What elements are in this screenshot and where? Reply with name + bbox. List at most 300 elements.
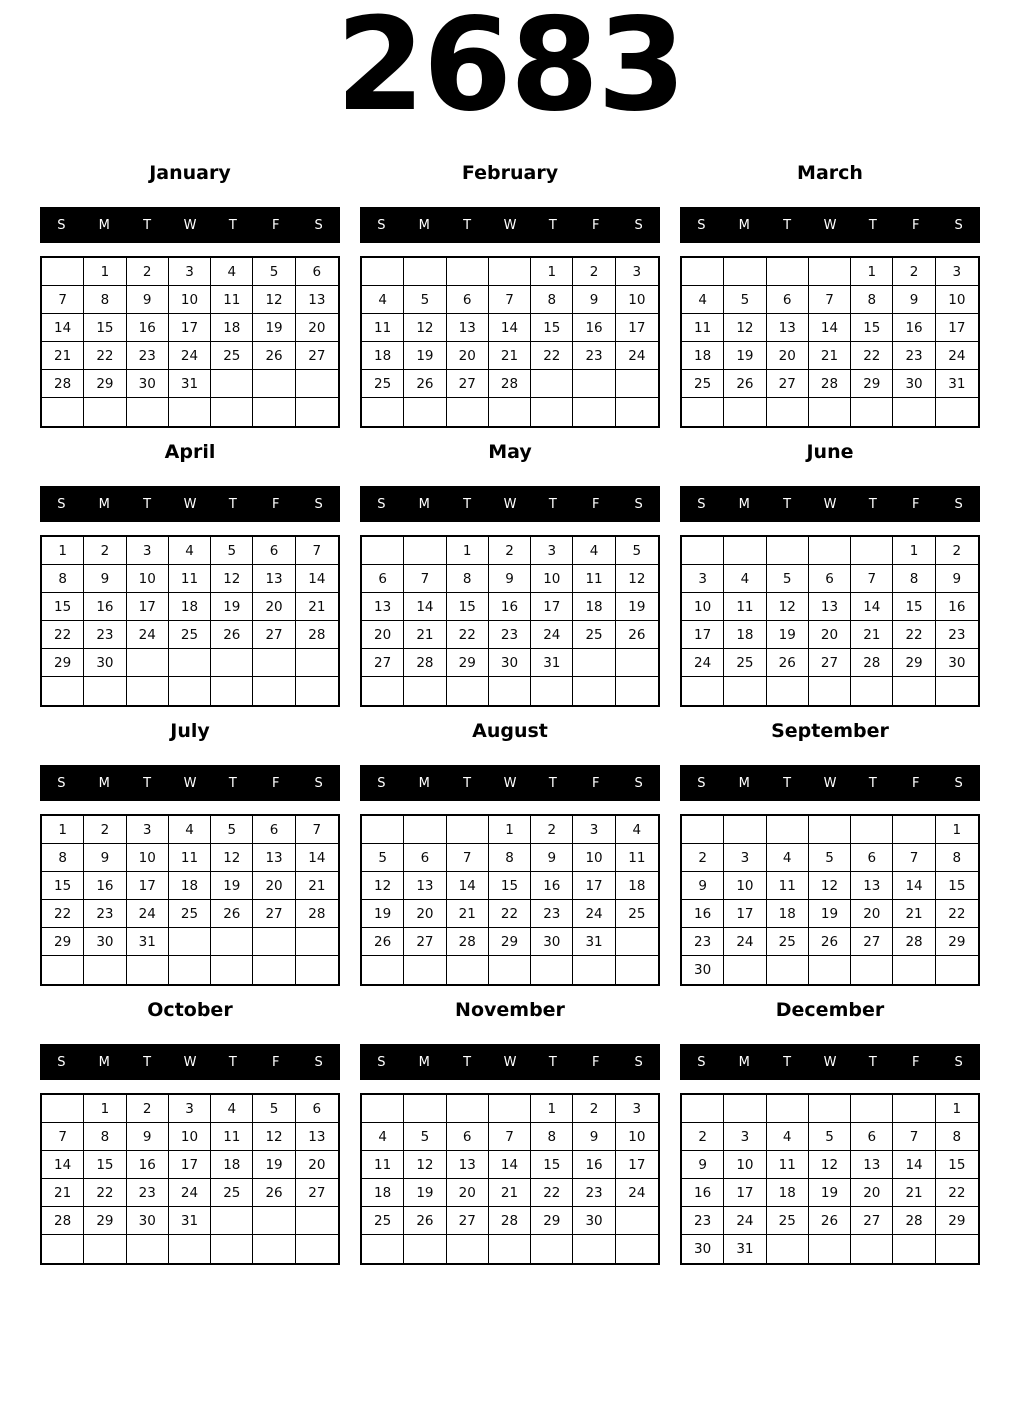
empty-cell: [573, 398, 615, 426]
day-cell: 2: [573, 258, 615, 286]
empty-cell: [211, 1235, 253, 1263]
weekday-header-bar: [40, 1044, 340, 1080]
month-name: August: [472, 720, 548, 742]
month-name: January: [149, 162, 231, 184]
day-cell: 23: [127, 1179, 169, 1207]
weekday-header-bar: [40, 765, 340, 801]
empty-cell: [447, 816, 489, 844]
day-cell: 28: [42, 1207, 84, 1235]
day-cell: 12: [767, 593, 809, 621]
empty-cell: [936, 1235, 978, 1263]
day-cell: 30: [682, 956, 724, 984]
empty-cell: [767, 956, 809, 984]
day-cell: 31: [127, 928, 169, 956]
empty-cell: [211, 1207, 253, 1235]
day-cell: 19: [767, 621, 809, 649]
day-cell: 11: [767, 872, 809, 900]
day-cell: 20: [253, 593, 295, 621]
weekday-letter: T: [548, 496, 557, 512]
day-cell: 23: [84, 621, 126, 649]
day-cell: 16: [84, 593, 126, 621]
weekday-letter: T: [228, 775, 237, 791]
day-cell: 27: [809, 649, 851, 677]
day-cell: 22: [531, 1179, 573, 1207]
day-cell: 20: [809, 621, 851, 649]
day-cell: 4: [169, 816, 211, 844]
day-cell: 2: [531, 816, 573, 844]
day-cell: 5: [362, 844, 404, 872]
weekday-letter: M: [98, 775, 110, 791]
day-cell: 17: [127, 593, 169, 621]
day-cell: 2: [84, 816, 126, 844]
weekday-letter: W: [183, 1054, 197, 1070]
empty-cell: [573, 1235, 615, 1263]
weekday-letter: W: [823, 496, 837, 512]
day-cell: 16: [682, 900, 724, 928]
day-cell: 6: [296, 258, 338, 286]
empty-cell: [362, 677, 404, 705]
day-cell: 14: [447, 872, 489, 900]
empty-cell: [893, 956, 935, 984]
day-cell: 21: [42, 1179, 84, 1207]
day-cell: 14: [404, 593, 446, 621]
day-cell: 16: [127, 1151, 169, 1179]
day-cell: 21: [893, 900, 935, 928]
date-grid: [40, 256, 340, 428]
empty-cell: [211, 649, 253, 677]
day-cell: 1: [42, 537, 84, 565]
weekday-letter: M: [98, 217, 110, 233]
empty-cell: [724, 537, 766, 565]
empty-cell: [936, 956, 978, 984]
empty-cell: [84, 956, 126, 984]
day-cell: 24: [169, 342, 211, 370]
empty-cell: [616, 398, 658, 426]
empty-cell: [893, 677, 935, 705]
empty-cell: [84, 1235, 126, 1263]
month-name: June: [806, 441, 854, 463]
weekday-letter: W: [503, 496, 517, 512]
day-cell: 1: [531, 1095, 573, 1123]
day-cell: 24: [724, 928, 766, 956]
day-cell: 6: [851, 1123, 893, 1151]
weekday-letter: M: [738, 496, 750, 512]
weekday-letter: S: [697, 496, 706, 512]
weekday-letter: M: [418, 775, 430, 791]
day-cell: 6: [809, 565, 851, 593]
month-block: [360, 720, 660, 986]
day-cell: 12: [809, 872, 851, 900]
date-grid: [360, 814, 660, 986]
day-cell: 27: [362, 649, 404, 677]
day-cell: 17: [531, 593, 573, 621]
day-cell: 10: [531, 565, 573, 593]
day-cell: 4: [211, 258, 253, 286]
day-cell: 14: [809, 314, 851, 342]
empty-cell: [767, 258, 809, 286]
empty-cell: [42, 258, 84, 286]
day-cell: 11: [362, 1151, 404, 1179]
day-cell: 17: [169, 1151, 211, 1179]
empty-cell: [531, 956, 573, 984]
day-cell: 19: [809, 900, 851, 928]
day-cell: 25: [169, 900, 211, 928]
day-cell: 18: [682, 342, 724, 370]
day-cell: 9: [531, 844, 573, 872]
weekday-letter: M: [738, 775, 750, 791]
empty-cell: [893, 1095, 935, 1123]
day-cell: 2: [682, 1123, 724, 1151]
day-cell: 20: [447, 342, 489, 370]
day-cell: 29: [447, 649, 489, 677]
day-cell: 16: [893, 314, 935, 342]
weekday-header-bar: [680, 486, 980, 522]
empty-cell: [893, 816, 935, 844]
day-cell: 14: [489, 1151, 531, 1179]
day-cell: 30: [127, 370, 169, 398]
day-cell: 18: [211, 314, 253, 342]
weekday-letter: S: [314, 496, 323, 512]
day-cell: 1: [42, 816, 84, 844]
weekday-letter: T: [868, 496, 877, 512]
empty-cell: [936, 398, 978, 426]
day-cell: 21: [489, 342, 531, 370]
day-cell: 6: [447, 286, 489, 314]
day-cell: 24: [127, 900, 169, 928]
day-cell: 18: [573, 593, 615, 621]
day-cell: 2: [127, 1095, 169, 1123]
day-cell: 13: [447, 314, 489, 342]
weekday-letter: F: [591, 1054, 600, 1070]
weekday-letter: S: [954, 217, 963, 233]
day-cell: 16: [489, 593, 531, 621]
day-cell: 2: [682, 844, 724, 872]
weekday-letter: S: [377, 1054, 386, 1070]
empty-cell: [809, 1095, 851, 1123]
day-cell: 12: [362, 872, 404, 900]
empty-cell: [724, 816, 766, 844]
weekday-letter: W: [823, 217, 837, 233]
day-cell: 10: [682, 593, 724, 621]
day-cell: 20: [296, 1151, 338, 1179]
day-cell: 11: [767, 1151, 809, 1179]
weekday-letter: S: [57, 1054, 66, 1070]
empty-cell: [362, 1095, 404, 1123]
empty-cell: [253, 398, 295, 426]
day-cell: 17: [169, 314, 211, 342]
day-cell: 29: [84, 370, 126, 398]
empty-cell: [809, 258, 851, 286]
day-cell: 17: [724, 900, 766, 928]
day-cell: 21: [296, 872, 338, 900]
empty-cell: [362, 956, 404, 984]
day-cell: 1: [851, 258, 893, 286]
day-cell: 15: [851, 314, 893, 342]
weekday-letter: W: [823, 1054, 837, 1070]
empty-cell: [447, 956, 489, 984]
empty-cell: [404, 258, 446, 286]
day-cell: 5: [724, 286, 766, 314]
empty-cell: [362, 816, 404, 844]
day-cell: 8: [84, 1123, 126, 1151]
day-cell: 20: [767, 342, 809, 370]
day-cell: 13: [851, 872, 893, 900]
day-cell: 15: [936, 1151, 978, 1179]
day-cell: 11: [362, 314, 404, 342]
weekday-letter: S: [377, 775, 386, 791]
empty-cell: [682, 1095, 724, 1123]
day-cell: 2: [936, 537, 978, 565]
day-cell: 1: [489, 816, 531, 844]
empty-cell: [169, 928, 211, 956]
day-cell: 14: [893, 1151, 935, 1179]
day-cell: 12: [809, 1151, 851, 1179]
empty-cell: [253, 370, 295, 398]
day-cell: 3: [531, 537, 573, 565]
weekday-letter: S: [954, 1054, 963, 1070]
empty-cell: [724, 398, 766, 426]
day-cell: 8: [84, 286, 126, 314]
day-cell: 26: [404, 1207, 446, 1235]
weekday-letter: T: [783, 775, 792, 791]
day-cell: 9: [893, 286, 935, 314]
weekday-letter: S: [314, 217, 323, 233]
empty-cell: [127, 398, 169, 426]
day-cell: 30: [127, 1207, 169, 1235]
day-cell: 19: [211, 593, 253, 621]
empty-cell: [211, 928, 253, 956]
weekday-letter: F: [271, 217, 280, 233]
day-cell: 26: [253, 342, 295, 370]
date-grid: [680, 535, 980, 707]
day-cell: 3: [724, 1123, 766, 1151]
day-cell: 3: [616, 258, 658, 286]
day-cell: 5: [404, 286, 446, 314]
weekday-letter: T: [868, 775, 877, 791]
day-cell: 7: [42, 1123, 84, 1151]
day-cell: 8: [42, 844, 84, 872]
day-cell: 29: [531, 1207, 573, 1235]
day-cell: 21: [893, 1179, 935, 1207]
day-cell: 21: [42, 342, 84, 370]
empty-cell: [489, 1235, 531, 1263]
weekday-letter: T: [463, 496, 472, 512]
empty-cell: [489, 1095, 531, 1123]
day-cell: 26: [362, 928, 404, 956]
day-cell: 18: [767, 900, 809, 928]
day-cell: 23: [489, 621, 531, 649]
weekday-letter: M: [738, 1054, 750, 1070]
day-cell: 9: [573, 286, 615, 314]
day-cell: 16: [936, 593, 978, 621]
day-cell: 5: [253, 1095, 295, 1123]
day-cell: 15: [893, 593, 935, 621]
weekday-letter: S: [634, 496, 643, 512]
day-cell: 23: [936, 621, 978, 649]
day-cell: 26: [809, 928, 851, 956]
empty-cell: [809, 816, 851, 844]
day-cell: 4: [211, 1095, 253, 1123]
day-cell: 30: [936, 649, 978, 677]
day-cell: 25: [724, 649, 766, 677]
day-cell: 26: [404, 370, 446, 398]
day-cell: 15: [84, 1151, 126, 1179]
day-cell: 6: [362, 565, 404, 593]
weekday-letter: T: [228, 217, 237, 233]
day-cell: 24: [682, 649, 724, 677]
day-cell: 27: [296, 342, 338, 370]
day-cell: 13: [253, 565, 295, 593]
weekday-letter: T: [463, 217, 472, 233]
day-cell: 13: [851, 1151, 893, 1179]
day-cell: 1: [936, 1095, 978, 1123]
day-cell: 7: [296, 816, 338, 844]
empty-cell: [616, 1207, 658, 1235]
day-cell: 27: [404, 928, 446, 956]
day-cell: 24: [127, 621, 169, 649]
empty-cell: [362, 537, 404, 565]
weekday-letter: M: [98, 1054, 110, 1070]
empty-cell: [682, 677, 724, 705]
empty-cell: [767, 398, 809, 426]
month-name: November: [455, 999, 565, 1021]
day-cell: 12: [211, 844, 253, 872]
weekday-header-bar: [360, 765, 660, 801]
month-block: [40, 999, 340, 1265]
day-cell: 29: [851, 370, 893, 398]
weekday-letter: S: [634, 775, 643, 791]
day-cell: 11: [169, 565, 211, 593]
day-cell: 29: [893, 649, 935, 677]
day-cell: 20: [851, 1179, 893, 1207]
day-cell: 31: [573, 928, 615, 956]
weekday-letter: F: [271, 1054, 280, 1070]
day-cell: 10: [127, 844, 169, 872]
weekday-letter: S: [697, 775, 706, 791]
day-cell: 15: [42, 872, 84, 900]
day-cell: 2: [573, 1095, 615, 1123]
weekday-header-bar: [680, 1044, 980, 1080]
empty-cell: [767, 1235, 809, 1263]
day-cell: 22: [489, 900, 531, 928]
weekday-letter: F: [591, 775, 600, 791]
empty-cell: [447, 1095, 489, 1123]
day-cell: 9: [489, 565, 531, 593]
empty-cell: [767, 677, 809, 705]
day-cell: 9: [84, 844, 126, 872]
day-cell: 18: [362, 342, 404, 370]
day-cell: 28: [447, 928, 489, 956]
day-cell: 30: [682, 1235, 724, 1263]
empty-cell: [767, 1095, 809, 1123]
day-cell: 4: [767, 844, 809, 872]
day-cell: 24: [616, 1179, 658, 1207]
day-cell: 8: [447, 565, 489, 593]
empty-cell: [362, 398, 404, 426]
day-cell: 22: [936, 900, 978, 928]
day-cell: 6: [253, 537, 295, 565]
weekday-letter: T: [143, 775, 152, 791]
empty-cell: [616, 928, 658, 956]
day-cell: 5: [767, 565, 809, 593]
day-cell: 22: [851, 342, 893, 370]
day-cell: 23: [893, 342, 935, 370]
day-cell: 3: [127, 816, 169, 844]
empty-cell: [573, 649, 615, 677]
empty-cell: [682, 398, 724, 426]
day-cell: 11: [211, 1123, 253, 1151]
day-cell: 31: [531, 649, 573, 677]
day-cell: 17: [682, 621, 724, 649]
day-cell: 5: [211, 816, 253, 844]
empty-cell: [724, 258, 766, 286]
weekday-letter: S: [954, 496, 963, 512]
day-cell: 18: [724, 621, 766, 649]
day-cell: 15: [489, 872, 531, 900]
day-cell: 20: [253, 872, 295, 900]
day-cell: 2: [893, 258, 935, 286]
date-grid: [40, 1093, 340, 1265]
day-cell: 26: [211, 621, 253, 649]
day-cell: 6: [447, 1123, 489, 1151]
date-grid: [360, 1093, 660, 1265]
day-cell: 11: [573, 565, 615, 593]
day-cell: 30: [84, 928, 126, 956]
weekday-letter: T: [228, 1054, 237, 1070]
day-cell: 19: [616, 593, 658, 621]
weekday-letter: W: [183, 775, 197, 791]
weekday-header-bar: [360, 486, 660, 522]
day-cell: 1: [893, 537, 935, 565]
day-cell: 4: [573, 537, 615, 565]
weekday-letter: T: [228, 496, 237, 512]
day-cell: 13: [767, 314, 809, 342]
weekday-letter: T: [783, 217, 792, 233]
day-cell: 8: [42, 565, 84, 593]
day-cell: 18: [169, 872, 211, 900]
empty-cell: [169, 649, 211, 677]
day-cell: 25: [362, 1207, 404, 1235]
day-cell: 5: [809, 844, 851, 872]
day-cell: 22: [84, 1179, 126, 1207]
day-cell: 30: [573, 1207, 615, 1235]
day-cell: 12: [724, 314, 766, 342]
day-cell: 20: [296, 314, 338, 342]
day-cell: 15: [84, 314, 126, 342]
day-cell: 31: [169, 370, 211, 398]
day-cell: 9: [682, 1151, 724, 1179]
weekday-letter: W: [503, 217, 517, 233]
day-cell: 8: [531, 286, 573, 314]
month-block: [680, 162, 980, 428]
day-cell: 4: [682, 286, 724, 314]
day-cell: 19: [809, 1179, 851, 1207]
day-cell: 2: [489, 537, 531, 565]
empty-cell: [296, 370, 338, 398]
month-block: [360, 441, 660, 707]
day-cell: 3: [936, 258, 978, 286]
empty-cell: [851, 398, 893, 426]
day-cell: 20: [404, 900, 446, 928]
day-cell: 23: [127, 342, 169, 370]
day-cell: 21: [851, 621, 893, 649]
empty-cell: [127, 677, 169, 705]
weekday-letter: F: [591, 217, 600, 233]
empty-cell: [296, 1235, 338, 1263]
day-cell: 26: [253, 1179, 295, 1207]
day-cell: 16: [84, 872, 126, 900]
day-cell: 27: [296, 1179, 338, 1207]
